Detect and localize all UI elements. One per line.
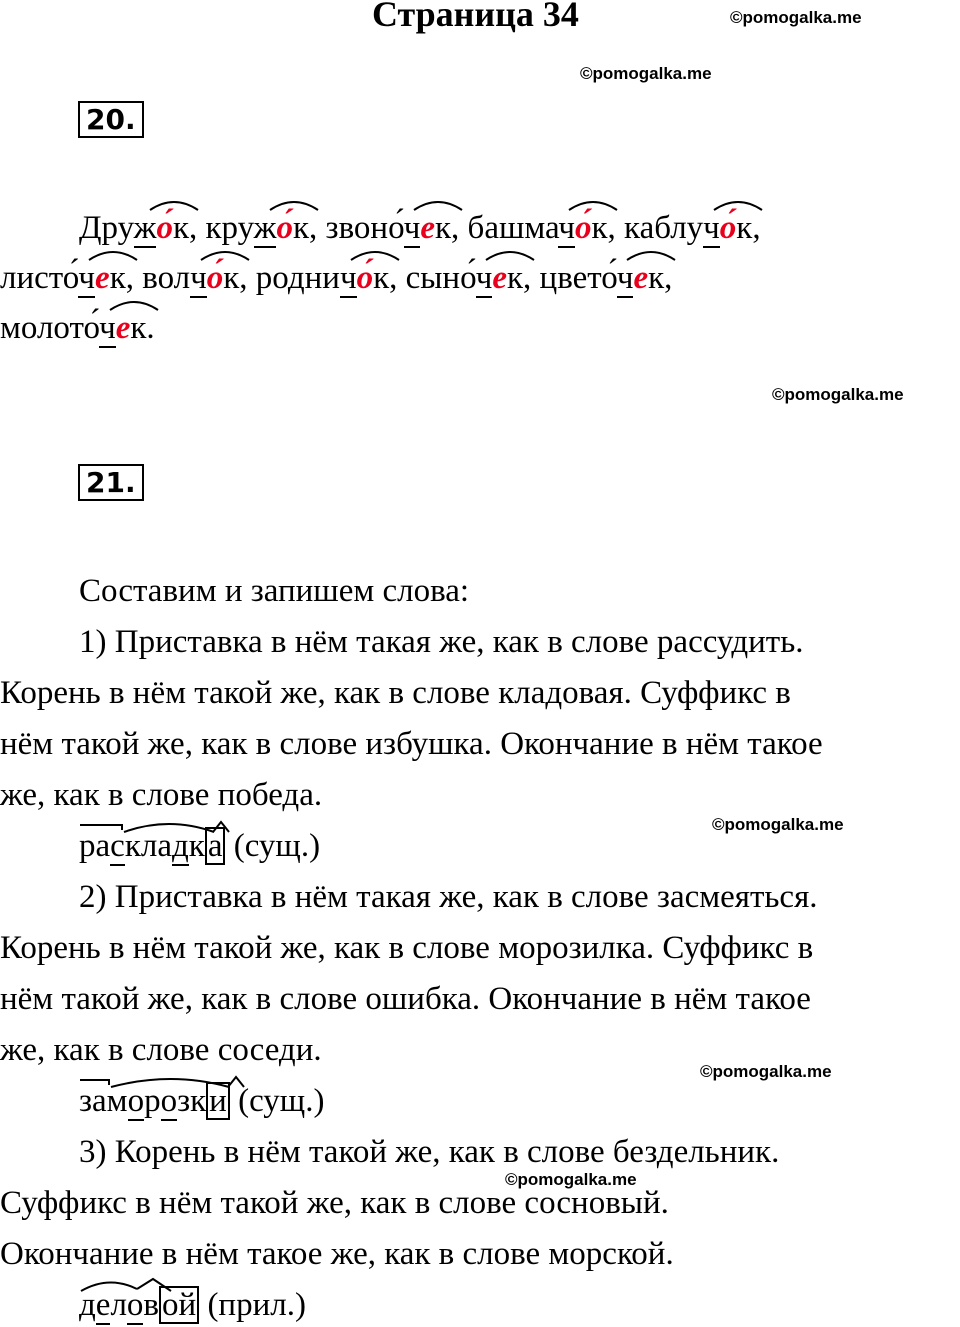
exercise-number-21: 21. <box>78 464 144 501</box>
part-of-speech: (прил.) <box>207 1287 306 1323</box>
task2-line: же, как в слове соседи. <box>0 1032 322 1068</box>
word: звоно́ч ек, <box>326 210 460 246</box>
word: каблуч о́к, <box>624 210 761 246</box>
task1-line: Корень в нём такой же, как в слове кладовая. Суффикс в <box>0 675 791 711</box>
word: круж о́к, <box>206 210 318 246</box>
task3-line: Суффикс в нём такой же, как в слове сосновый. <box>0 1185 669 1221</box>
exercise-number-20: 20. <box>78 101 144 138</box>
task3-line: 3) Корень в нём такой же, как в слове бездельник. <box>79 1134 780 1170</box>
exercise20-line-2 <box>0 258 672 298</box>
watermark: ©pomogalka.me <box>505 1170 637 1189</box>
task2-line: 2) Приставка в нём такая же, как в слове засмеяться. <box>79 879 818 915</box>
answer-word: деловой <box>79 1287 199 1323</box>
page-title: Страница 34 <box>372 0 579 34</box>
word: Друж о́к, <box>79 210 197 246</box>
task1-answer <box>79 826 320 866</box>
task2-line: Корень в нём такой же, как в слове морозилка. Суффикс в <box>0 930 814 966</box>
word: цвето́ч ек, <box>540 260 673 296</box>
part-of-speech: (сущ.) <box>238 1083 325 1119</box>
task1-line: нём такой же, как в слове избушка. Окончание в нём такое <box>0 726 823 762</box>
morpheme-marks <box>79 1075 259 1097</box>
exercise21-intro: Составим и запишем слова: <box>79 573 470 609</box>
watermark: ©pomogalka.me <box>730 8 862 27</box>
task2-answer <box>79 1081 324 1121</box>
answer-word: заморозки <box>79 1083 230 1119</box>
task3-answer <box>79 1285 306 1325</box>
word: роднич о́к, <box>256 260 398 296</box>
morpheme-marks <box>79 1277 219 1299</box>
word: листо́ч ек, <box>0 260 134 296</box>
exercise20-line-3 <box>0 308 155 348</box>
word: волч о́к, <box>142 260 247 296</box>
answer-word: раскладка <box>79 828 225 864</box>
task1-line: же, как в слове победа. <box>0 777 323 813</box>
exercise20-line-1 <box>79 208 761 248</box>
task3-line: Окончание в нём такое же, как в слове морской. <box>0 1236 674 1272</box>
watermark: ©pomogalka.me <box>580 64 712 83</box>
watermark: ©pomogalka.me <box>700 1062 832 1081</box>
word: башмач о́к, <box>468 210 616 246</box>
word: молото́ч ек. <box>0 310 155 346</box>
watermark: ©pomogalka.me <box>772 385 904 404</box>
word: сыно́ч ек, <box>406 260 532 296</box>
task2-line: нём такой же, как в слове ошибка. Окончание в нём такое <box>0 981 811 1017</box>
task1-line: 1) Приставка в нём такая же, как в слове рассудить. <box>79 624 804 660</box>
watermark: ©pomogalka.me <box>712 815 844 834</box>
morpheme-marks <box>79 820 249 842</box>
part-of-speech: (сущ.) <box>233 828 321 864</box>
